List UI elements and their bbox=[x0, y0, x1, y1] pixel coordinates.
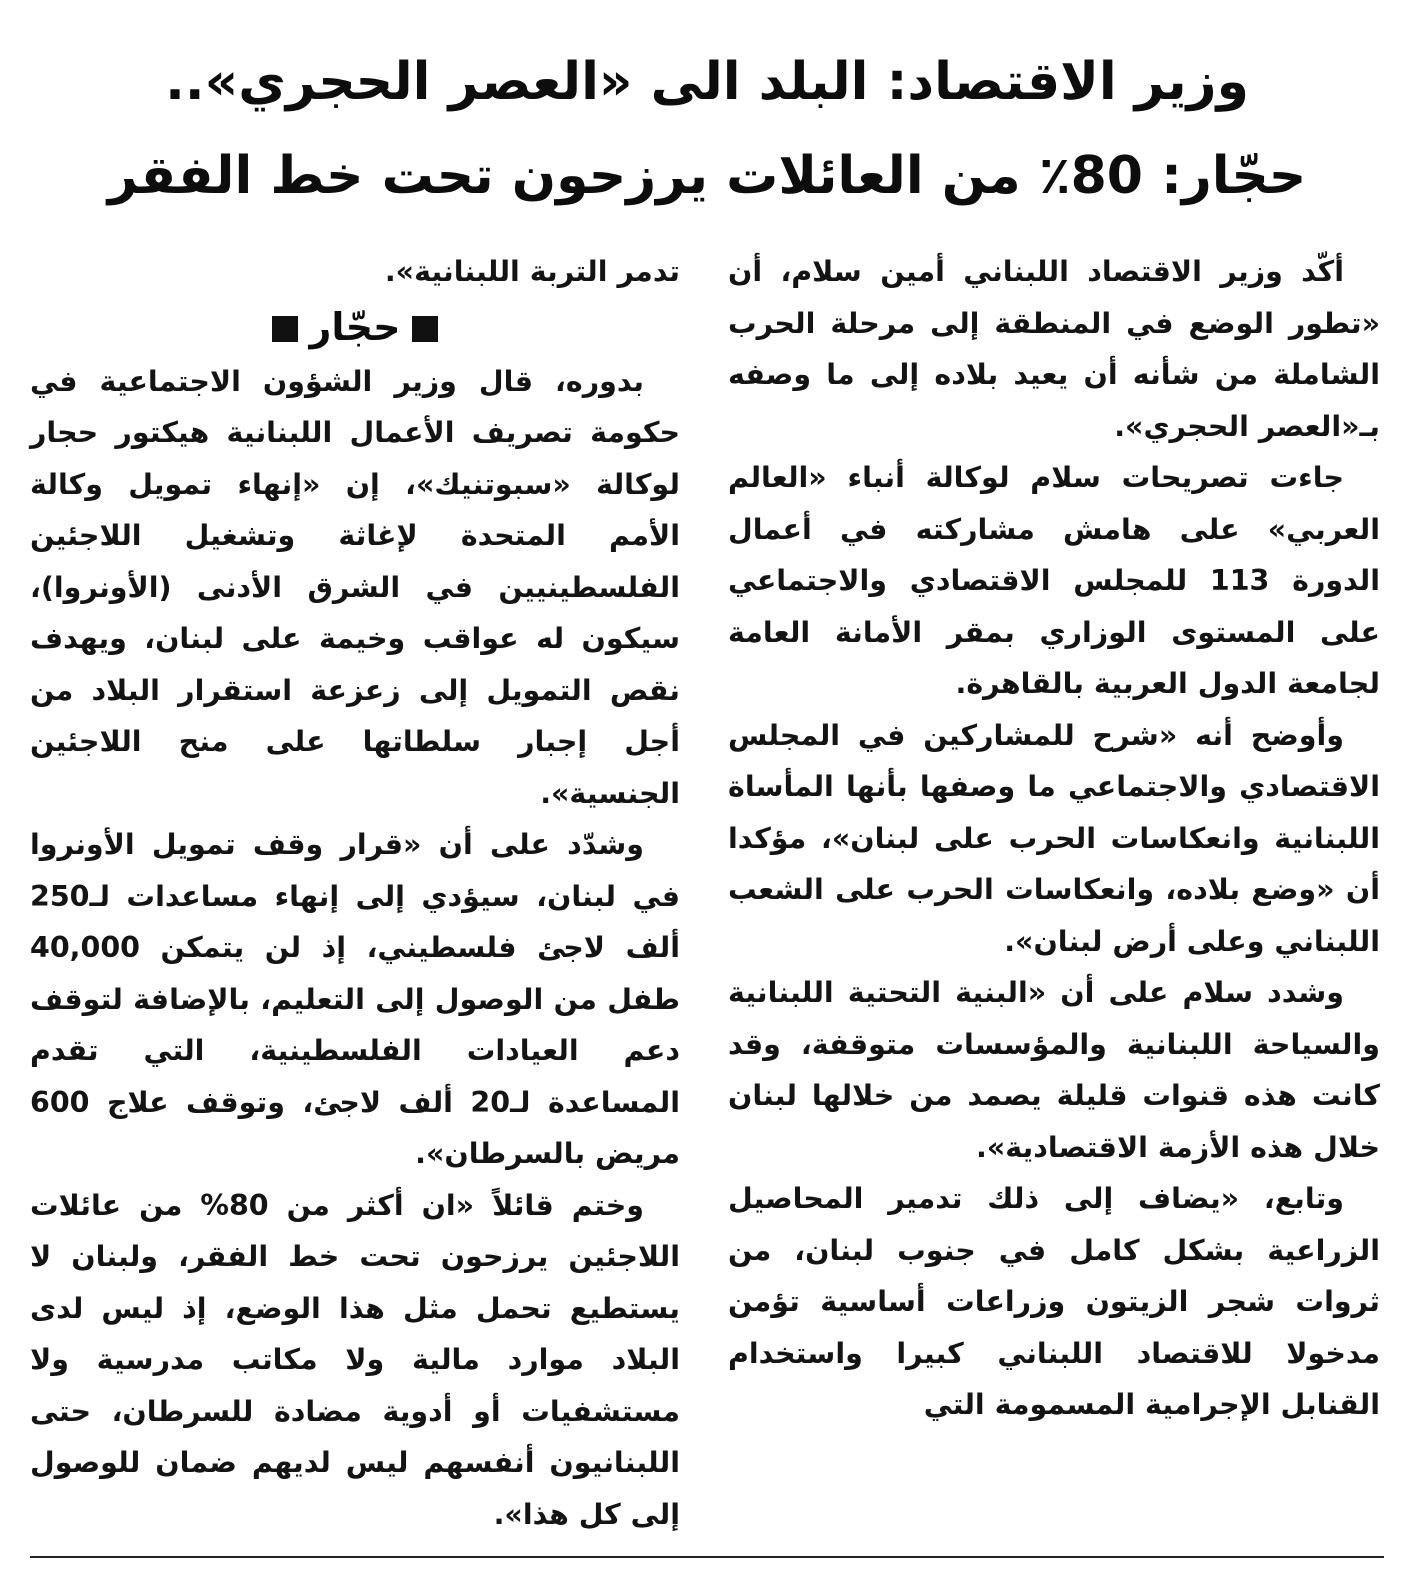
paragraph-right-3: وأوضح أنه «شرح للمشاركين في المجلس الاقتصادي والاجتماعي ما وصفها بأنها المأساة اللبنانية وانعكاسات الحرب على لبنان»، مؤكدا أن «وضع بلاده، وانعكاسات الحرب على الشعب اللبناني وعلى أرض لبنان». bbox=[728, 718, 1380, 958]
square-bullet-icon bbox=[272, 316, 298, 342]
paragraph-left-2: وشدّد على أن «قرار وقف تمويل الأونروا في لبنان، سيؤدي إلى إنهاء مساعدات لـ250 ألف لاجئ فلسطيني، إذ لن يتمكن 40,000 طفل من الوصول إلى التعليم، بالإضافة لتوقف دعم العيادات الفلسطينية، التي تقدم المساعدة لـ20 ألف لاجئ، وتوقف علاج 600 مريض بالسرطان». bbox=[30, 828, 680, 1170]
paragraph-left-1: بدوره، قال وزير الشؤون الاجتماعية في حكومة تصريف الأعمال اللبنانية هيكتور حجار لوكالة «سبوتنيك»، إن «إنهاء تمويل وكالة الأمم المتحدة لإغاثة وتشغيل اللاجئين الفلسطينيين في الشرق الأدنى (الأونروا)، سيكون له عواقب وخيمة على لبنان، ويهدف نقص التمويل إلى زعزعة استقرار البلاد من أجل إجبار سلطاتها على منح اللاجئين الجنسية». bbox=[30, 364, 680, 810]
headline-line-1: وزير الاقتصاد: البلد الى «العصر الحجري».. bbox=[165, 52, 1249, 112]
headline-line-2: حجّار: 80٪ من العائلات يرزحون تحت خط الفقر bbox=[107, 146, 1307, 206]
subhead-text: حجّار bbox=[309, 304, 401, 349]
paragraph-right-5: وتابع، «يضاف إلى ذلك تدمير المحاصيل الزراعية بشكل كامل في جنوب لبنان، من ثروات شجر الزيتون وزراعات أساسية تؤمن مدخولا للاقتصاد اللبناني كبيرا واستخدام القنابل الإجرامية المسمومة التي bbox=[728, 1182, 1380, 1421]
paragraph-right-4: وشدد سلام على أن «البنية التحتية اللبنانية والسياحة اللبنانية والمؤسسات متوقفة، وقد كانت هذه قنوات قليلة يصمد من خلالها لبنان خلال هذه الأزمة الاقتصادية». bbox=[728, 976, 1380, 1164]
paragraph-left-3: وختم قائلاً «ان أكثر من 80% من عائلات اللاجئين يرزحون تحت خط الفقر، ولبنان لا يستطيع تحمل مثل هذا الوضع، إذ ليس لدى البلاد موارد مالية ولا مكاتب مدرسية ولا مستشفيات أو أدوية مضادة للسرطان، حتى اللبنانيون أنفسهم ليس لديهم ضمان للوصول إلى كل هذا». bbox=[30, 1188, 680, 1531]
section-subhead bbox=[30, 298, 680, 356]
article-column-right bbox=[728, 246, 1380, 1431]
paragraph-right-2: جاءت تصريحات سلام لوكالة أنباء «العالم العربي» على هامش مشاركته في أعمال الدورة 113 للمجلس الاقتصادي والاجتماعي على المستوى الوزاري بمقر الأمانة العامة لجامعة الدول العربية بالقاهرة. bbox=[728, 461, 1380, 700]
square-bullet-icon bbox=[412, 316, 438, 342]
paragraph-left-continuation: تدمر التربة اللبنانية». bbox=[384, 255, 680, 288]
bottom-divider bbox=[30, 1556, 1384, 1558]
paragraph-right-1: أكّد وزير الاقتصاد اللبناني أمين سلام، أن «تطور الوضع في المنطقة إلى مرحلة الحرب الشاملة من شأنه أن يعيد بلاده إلى ما وصفه بـ«العصر الحجري». bbox=[728, 255, 1380, 443]
article-column-left bbox=[30, 246, 680, 1540]
